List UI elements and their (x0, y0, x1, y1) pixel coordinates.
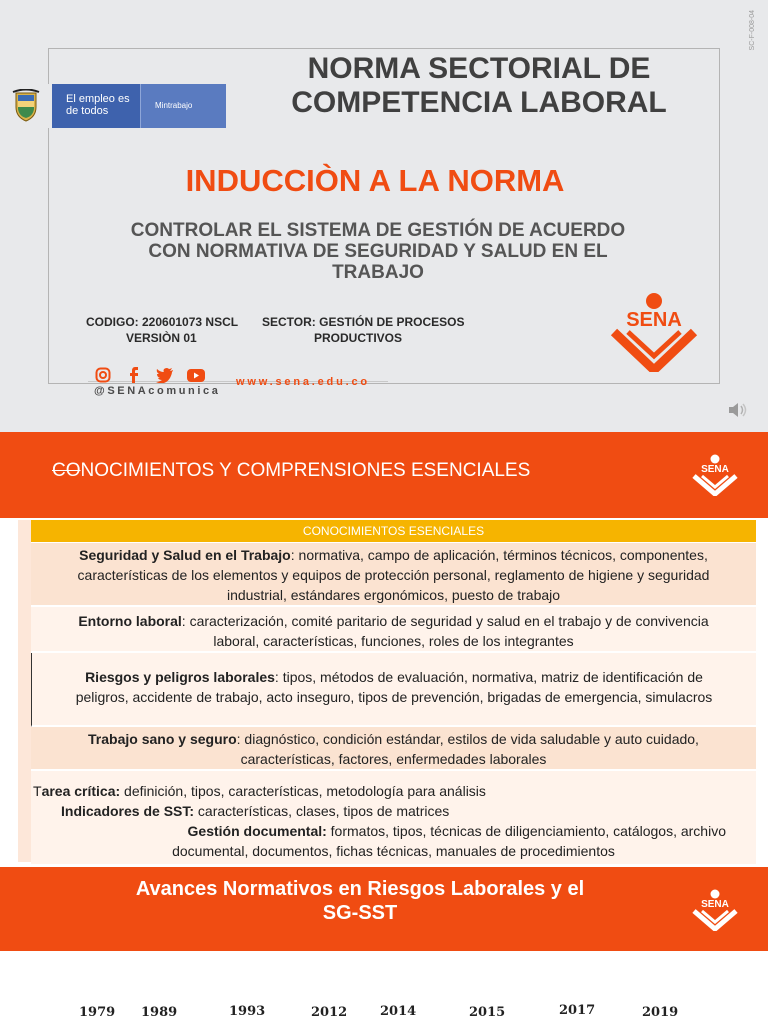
sector-line-1: SECTOR: GESTIÓN DE PROCESOS (262, 315, 465, 329)
knowledge-table (31, 520, 756, 862)
induction-heading: INDUCCIÒN A LA NORMA (185, 163, 565, 198)
row-text: laboral, características, funciones, roles de los integrantes (213, 633, 574, 649)
row-text: definición, tipos, características, metodología para análisis (120, 783, 486, 799)
timeline-year: 2017 (559, 1003, 596, 1018)
slide-cover (0, 0, 768, 432)
row-text: : caracterización, comité paritario de seguridad y salud en el trabajo y de convivencia (181, 613, 709, 629)
timeline-year: 1979 (79, 1005, 116, 1020)
regulatory-title (80, 877, 640, 925)
row-term: area crítica: (41, 783, 121, 799)
social-handle[interactable]: @SENAcomunica (94, 385, 221, 397)
colombia-shield-icon (0, 84, 52, 128)
row-text: : tipos, métodos de evaluación, normativa, matriz de identificación de (274, 669, 703, 685)
table-row (31, 771, 756, 873)
row-term: Gestión documental: (187, 823, 327, 839)
table-row (31, 543, 756, 607)
sena-logo-icon (690, 889, 740, 936)
svg-text:SENA: SENA (701, 899, 729, 910)
sector-info (262, 314, 464, 346)
row-text: : normativa, campo de aplicación, términos técnicos, componentes, (290, 547, 708, 563)
title-main-text: NOCIMIENTOS Y COMPRENSIONES ESENCIALES (80, 460, 531, 481)
knowledge-title (52, 460, 530, 482)
table-side-bar (18, 520, 31, 862)
sena-logo-icon (608, 292, 700, 377)
row-text: formatos, tipos, técnicas de diligenciamiento, catálogos, archivo (326, 823, 726, 839)
gov-logo-slogan: El empleo es de todos (52, 84, 140, 128)
gov-logo-ministry: Mintrabajo (140, 84, 226, 128)
knowledge-header (0, 432, 768, 518)
timeline-year: 2014 (380, 1004, 417, 1019)
table-header: CONOCIMIENTOS ESENCIALES (31, 520, 756, 543)
social-icons (94, 367, 205, 383)
code-line: CODIGO: 220601073 NSCL (86, 315, 239, 329)
timeline-year: 2015 (469, 1005, 506, 1020)
version-line: VERSIÒN 01 (126, 331, 197, 345)
row-text: características, clases, tipos de matrices (194, 803, 450, 819)
slide-knowledge (0, 432, 768, 864)
row-text: peligros, accidente de trabajo, acto inseguro, tipos de prevención, brigadas de emergencia, simulacros (75, 689, 713, 705)
row-line (31, 821, 756, 841)
row-term: Entorno laboral (78, 613, 182, 629)
twitter-icon[interactable] (156, 367, 174, 383)
table-row (31, 653, 756, 727)
facebook-icon[interactable] (125, 367, 143, 383)
timeline-year: 1989 (141, 1005, 178, 1020)
svg-text:SENA: SENA (701, 464, 729, 475)
row-term: Trabajo sano y seguro (88, 731, 237, 747)
youtube-icon[interactable] (187, 367, 205, 383)
regulatory-title-line-1: Avances Normativos en Riesgos Laborales y el (135, 878, 585, 900)
row-term: Riesgos y peligros laborales (85, 669, 275, 685)
table-row (31, 727, 756, 771)
title-struck-text: CO (52, 460, 81, 481)
subtitle-line-1: CONTROLAR EL SISTEMA DE GESTIÓN DE ACUERDO (130, 220, 626, 241)
row-term: Seguridad y Salud en el Trabajo (79, 547, 291, 563)
timeline-year: 1993 (229, 1004, 266, 1019)
sector-line-2: PRODUCTIVOS (314, 331, 403, 345)
row-prefix: T (33, 783, 42, 799)
row-text: : diagnóstico, condición estándar, estilos de vida saludable y auto cuidado, (236, 731, 699, 747)
row-term: Indicadores de SST: (61, 803, 195, 819)
row-text: características, factores, enfermedades laborales (240, 751, 547, 767)
regulatory-title-line-2: SG-SST (322, 902, 398, 924)
table-row (31, 607, 756, 653)
title-line-1: NORMA SECTORIAL DE (307, 52, 651, 85)
subtitle (118, 220, 638, 283)
government-logo (0, 84, 236, 128)
row-text: industrial, estándares ergonómicos, puesto de trabajo (226, 587, 561, 603)
subtitle-line-3: TRABAJO (332, 262, 424, 283)
speaker-icon[interactable] (728, 402, 748, 423)
slide-regulatory-advances (0, 864, 768, 1024)
row-text: características de los elementos y equipos de protección personal, reglamento de higiene y seguridad (77, 567, 710, 583)
row-line (31, 781, 756, 801)
sena-logo-icon (690, 454, 740, 501)
row-line (31, 801, 756, 821)
code-info (86, 314, 238, 346)
page-title (240, 52, 718, 120)
subtitle-line-2: CON NORMATIVA DE SEGURIDAD Y SALUD EN EL (148, 241, 608, 262)
timeline-year: 2019 (642, 1005, 679, 1020)
title-line-2: COMPETENCIA LABORAL (291, 86, 667, 119)
sena-logo-text: SENA (626, 309, 682, 331)
timeline-year: 2012 (311, 1005, 348, 1020)
document-code: SC-F-008-04 (749, 10, 756, 51)
instagram-icon[interactable] (94, 367, 112, 383)
row-line: documental, documentos, fichas técnicas, manuales de procedimientos (172, 843, 615, 859)
regulatory-header (0, 867, 768, 951)
website-link[interactable]: www.sena.edu.co (236, 376, 370, 388)
